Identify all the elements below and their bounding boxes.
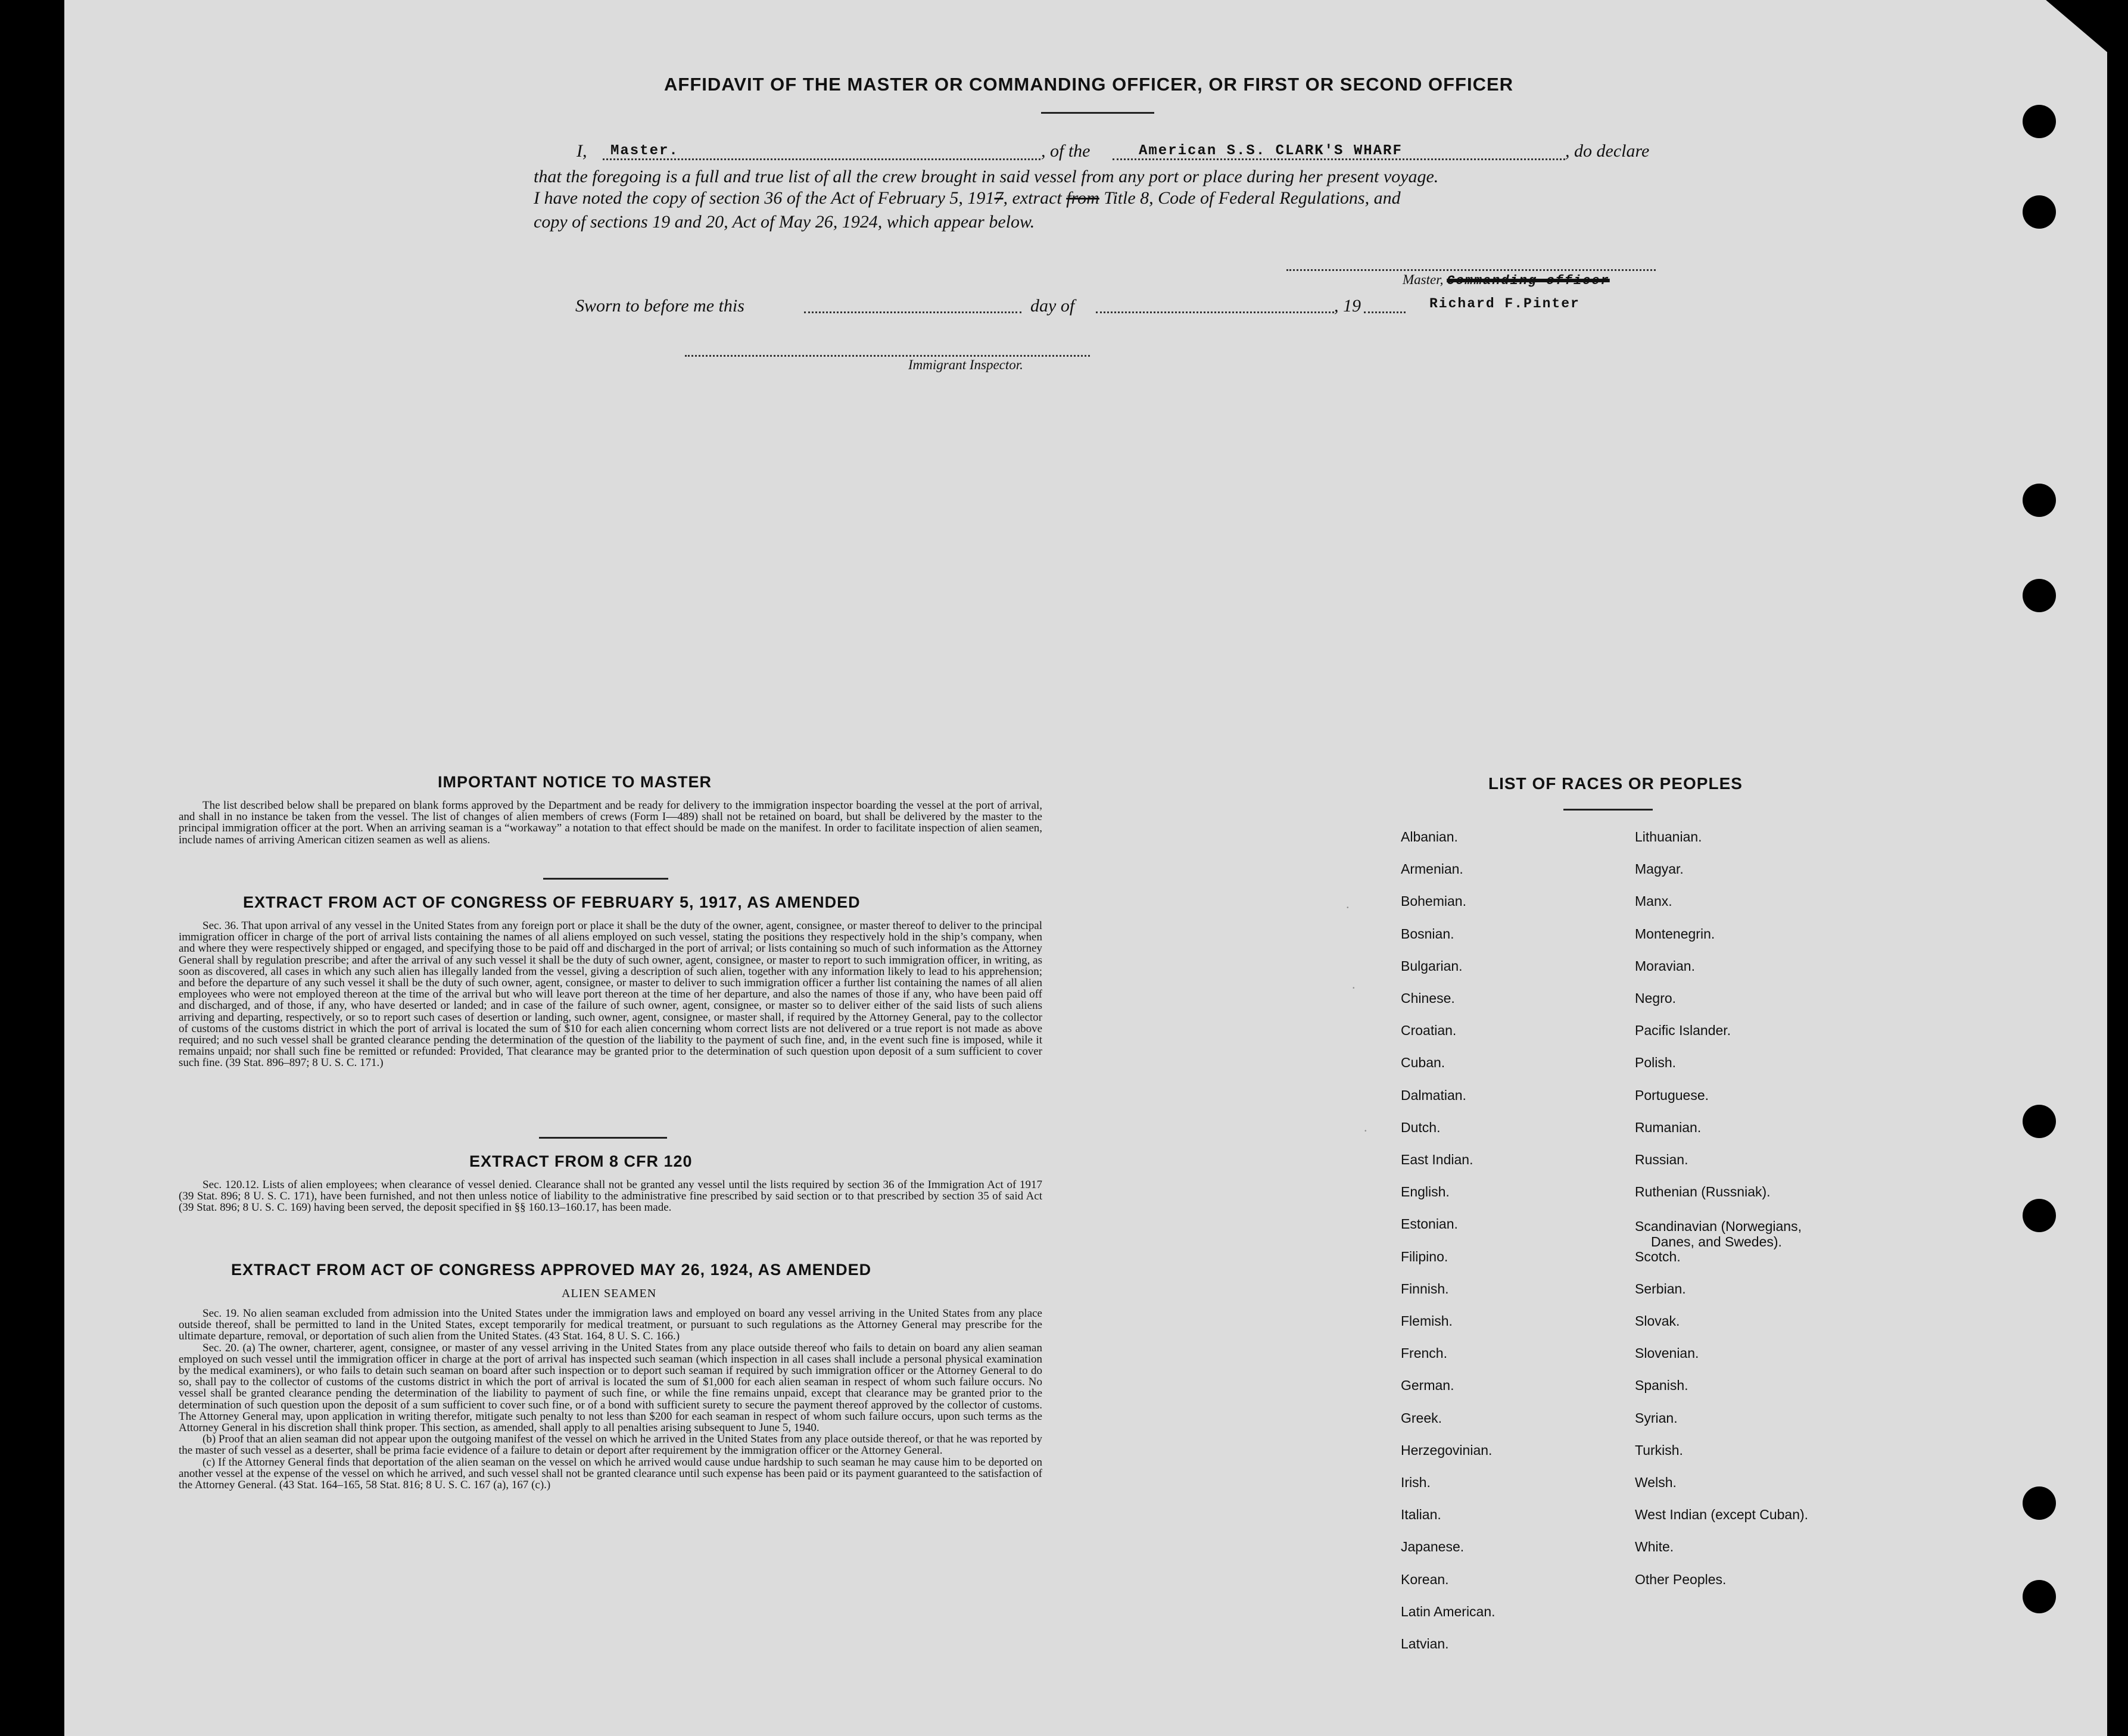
race-item: Filipino. bbox=[1401, 1248, 1448, 1264]
race-item: Greek. bbox=[1401, 1410, 1442, 1426]
punch-hole bbox=[2023, 579, 2056, 612]
race-item: Rumanian. bbox=[1635, 1119, 1702, 1135]
race-item: Portuguese. bbox=[1635, 1087, 1709, 1103]
race-item: Montenegrin. bbox=[1635, 925, 1715, 942]
race-item: Chinese. bbox=[1401, 990, 1455, 1006]
sworn-day-line bbox=[804, 311, 1021, 313]
title-rule bbox=[1041, 112, 1154, 114]
race-item: West Indian (except Cuban). bbox=[1635, 1507, 1809, 1523]
race-item: Flemish. bbox=[1401, 1313, 1453, 1329]
extract-1917-body: Sec. 36. That upon arrival of any vessel in the United States from any foreign port or place it shall be the duty of the owner, agent, consignee, or master thereof to deliver to the principal immigration officer in charge of the port of arrival lists containing the names of all aliens employed on such vessel, stating the positions they respectively hold in the ship’s company, when and where they were respectively shipped or engaged, and specifying those to be paid off and discharged in the port of arrival; or lists containing so much of such information as the Attorney General shall by regulation prescribe; and after the arrival of any such vessel it shall be the duty of such owner, agent, consignee, or master to report to such immigration officer, in writing, as soon as discovered, all cases in which any such alien has illegally landed from the vessel, giving a description of such alien, together with any information likely to lead to his apprehension; and before the departure of any such vessel it shall be the duty of such owner, agent, consignee, or master to deliver to such immigration officer a further list containing the names of all alien employees who were not employed thereon at the time of the arrival but who will leave port thereon at the time of her departure, and also the names of those if any, who have been paid off and discharged, and of those, if any, who have deserted or landed; and in case of the failure of such owner, agent, consignee, or master so to deliver either of the said lists of such aliens arriving and departing, respectively, or so to report such cases of desertion or landing, such owner, agent, consignee, or master shall, if required by the Attorney General, pay to the collector of customs of the customs district in which the port of arrival is located the sum of $10 for each alien concerning whom correct lists are not delivered or a true report is not made as above required; and no such vessel shall be granted clearance pending the determination of the question of the liability to the payment of such fine, and, in the event such fine is imposed, while it remains unpaid; nor shall such fine be remitted or refunded: Provided, That clearance may be granted prior to the determination of such question upon deposit of a sum sufficient to cover such fine. (39 Stat. 896–897; 8 U. S. C. 171.) bbox=[179, 920, 1042, 1070]
punch-hole bbox=[2023, 195, 2056, 229]
race-item: Armenian. bbox=[1401, 861, 1463, 877]
race-item: Finnish. bbox=[1401, 1280, 1449, 1296]
race-item: Lithuanian. bbox=[1635, 829, 1702, 844]
race-item: Slovak. bbox=[1635, 1313, 1680, 1329]
affidavit-pronoun: I, bbox=[577, 141, 587, 161]
race-item: Russian. bbox=[1635, 1152, 1688, 1167]
extract-cfr-title: EXTRACT FROM 8 CFR 120 bbox=[469, 1152, 693, 1170]
extract-1924-subtitle: ALIEN SEAMEN bbox=[562, 1287, 657, 1300]
race-item: Scotch. bbox=[1635, 1248, 1681, 1264]
race-item: Syrian. bbox=[1635, 1410, 1678, 1426]
year-text: , 19 bbox=[1334, 296, 1361, 316]
race-item: Albanian. bbox=[1401, 829, 1458, 844]
punch-hole bbox=[2023, 105, 2056, 138]
inspector-signature-line bbox=[685, 355, 1090, 357]
master-label: Master, Commanding officer bbox=[1403, 272, 1610, 288]
sworn-text: Sworn to before me this bbox=[575, 296, 744, 316]
month-line bbox=[1096, 311, 1334, 313]
race-item: Cuban. bbox=[1401, 1055, 1445, 1071]
affidavit-of-the: , of the bbox=[1041, 141, 1091, 161]
race-item: Dutch. bbox=[1401, 1119, 1441, 1135]
affidavit-line2: that the foregoing is a full and true list of all the crew brought in said vessel from any port or place during her present voyage. bbox=[534, 167, 1439, 186]
extract-1924-title: EXTRACT FROM ACT OF CONGRESS APPROVED MAY 26, 1924, AS AMENDED bbox=[231, 1261, 872, 1279]
day-of-text: day of bbox=[1030, 296, 1075, 316]
extract-cfr-body: Sec. 120.12. Lists of alien employees; when clearance of vessel denied. Clearance shall not be granted any vessel until the lists required by section 36 of the Immigration Act of 1917 (39 Stat. 896; 8 U. S. C. 171), have been furnished, and not then unless notice of liability to the administrative fine prescribed by said section or to that prescribed by section 35 of said Act (39 Stat. 896; 8 U. S. C. 169) having been served, the deposit specified in §§ 160.13–160.17, has been made. bbox=[179, 1179, 1042, 1214]
race-item: Welsh. bbox=[1635, 1475, 1677, 1490]
race-item: Scandinavian (Norwegians, bbox=[1635, 1218, 1802, 1235]
sec-20b: (b) Proof that an alien seaman did not appear upon the outgoing manifest of the vessel on which he arrived in the United States from any place outside thereof, or that he was reported by the master of such vessel as a deserter, shall be prima facie evidence of a failure to detain or deport after requirement by the immigration officer or the Attorney General. bbox=[179, 1433, 1042, 1457]
vessel-typed: American S.S. CLARK'S WHARF bbox=[1139, 143, 1403, 159]
race-item: White. bbox=[1635, 1539, 1674, 1555]
notice-rule bbox=[543, 878, 668, 880]
race-item: Danes, and Swedes). bbox=[1651, 1234, 1782, 1250]
sec-20a: Sec. 20. (a) The owner, charterer, agent, consignee, or master of any vessel arriving in the United States from any place outside thereof who fails to detain on board any alien seaman employed on such vessel until the immigration officer in charge at the port of arrival has inspected such seaman (which inspection in all cases shall include a personal physical examination by the medical examiners), or who fails to detain such seaman on board after such inspection or to deport such seaman if required by such immigration officer or the Attorney General to do so, shall pay to the collector of customs of the customs district in which the port of arrival is located the sum of $1,000 for each alien seaman in respect of whom such failure occurs. No vessel shall be granted clearance pending the determination of the liability to payment of such fine, or while the fine remains unpaid, except that clearance may be granted prior to the determination of such question upon the deposit of a sum sufficient to cover such fine, or of a bond with sufficient surety to secure the payment thereof approved by the collector of customs. The Attorney General may, upon application in writing therefor, mitigate such penalty to not less than $200 for each seaman in respect of whom such failure occurs, upon such terms as the Attorney General in his discretion shall think proper. This section, as amended, shall apply to all penalties arising subsequent to June 5, 1940. bbox=[179, 1341, 1042, 1435]
race-item: Herzegovinian. bbox=[1401, 1442, 1493, 1458]
declarant-typed: Master. bbox=[610, 143, 679, 159]
affidavit-line4: copy of sections 19 and 20, Act of May 26, 1924, which appear below. bbox=[534, 212, 1035, 232]
race-item: East Indian. bbox=[1401, 1152, 1473, 1167]
bleed-mark: . bbox=[1352, 977, 1356, 992]
race-item: English. bbox=[1401, 1184, 1450, 1200]
race-item: Pacific Islander. bbox=[1635, 1023, 1731, 1039]
master-name-typed: Richard F.Pinter bbox=[1429, 296, 1580, 311]
affidavit-line3a: I have noted the copy of section 36 of the Act of February 5, 1917, extract from Title 8, Code of Federal Regulations, and bbox=[534, 188, 1401, 208]
punch-hole bbox=[2023, 1199, 2056, 1232]
race-item: Spanish. bbox=[1635, 1377, 1688, 1394]
extract-1924-body bbox=[179, 1308, 1042, 1491]
inspector-label: Immigrant Inspector. bbox=[908, 357, 1023, 372]
race-item: Bosnian. bbox=[1401, 925, 1454, 942]
punch-hole bbox=[2023, 1486, 2056, 1520]
master-signature-line bbox=[1286, 269, 1656, 271]
year-line bbox=[1364, 311, 1406, 313]
race-item: Dalmatian. bbox=[1401, 1087, 1466, 1103]
races-title: LIST OF RACES OR PEOPLES bbox=[1488, 774, 1743, 793]
punch-hole bbox=[2023, 1580, 2056, 1613]
race-item: Bulgarian. bbox=[1401, 958, 1463, 974]
race-item: Latvian. bbox=[1401, 1636, 1449, 1651]
bleed-mark: . bbox=[1364, 1120, 1367, 1135]
race-item: Latin American. bbox=[1401, 1603, 1495, 1619]
race-item: Turkish. bbox=[1635, 1442, 1683, 1458]
race-item: Moravian. bbox=[1635, 958, 1695, 974]
punch-hole bbox=[2023, 1105, 2056, 1138]
race-item: Other Peoples. bbox=[1635, 1571, 1727, 1587]
race-item: Slovenian. bbox=[1635, 1345, 1699, 1361]
sec-19: Sec. 19. No alien seaman excluded from admission into the United States under the immigration laws and employed on board any vessel arriving in the United States from any place outside thereof, shall be permitted to land in the United States, except temporarily for medical treatment, or pursuant to such regulations as the Attorney General may prescribe for the ultimate departure, removal, or deportation of such alien from the United States. (43 Stat. 164, 8 U. S. C. 166.) bbox=[179, 1307, 1042, 1343]
race-item: Italian. bbox=[1401, 1507, 1441, 1523]
race-item: Ruthenian (Russniak). bbox=[1635, 1184, 1771, 1200]
punch-hole bbox=[2023, 484, 2056, 517]
race-item: Japanese. bbox=[1401, 1539, 1465, 1555]
race-item: Serbian. bbox=[1635, 1280, 1686, 1296]
affidavit-title: AFFIDAVIT OF THE MASTER OR COMMANDING OFFICER, OR FIRST OR SECOND OFFICER bbox=[664, 74, 1514, 95]
race-item: Bohemian. bbox=[1401, 893, 1466, 909]
races-rule bbox=[1563, 809, 1653, 811]
race-item: Polish. bbox=[1635, 1055, 1677, 1071]
extract-1917-rule bbox=[539, 1137, 667, 1139]
race-item: Magyar. bbox=[1635, 861, 1684, 877]
race-item: Negro. bbox=[1635, 990, 1677, 1006]
race-item: Estonian. bbox=[1401, 1216, 1458, 1232]
extract-1917-title: EXTRACT FROM ACT OF CONGRESS OF FEBRUARY 5, 1917, AS AMENDED bbox=[243, 893, 861, 911]
race-item: Manx. bbox=[1635, 893, 1672, 909]
affidavit-do-declare: , do declare bbox=[1565, 141, 1650, 161]
sec-20c: (c) If the Attorney General finds that deportation of the alien seaman on the vessel on which he arrived would cause undue hardship to such seaman he may cause him to be deported on another vessel at the expense of the vessel on which he arrived, and such vessel shall not be granted clearance until such expense has been paid or its payment guaranteed to the satisfaction of the Attorney General. (43 Stat. 164–165, 58 Stat. 816; 8 U. S. C. 167 (a), 167 (c).) bbox=[179, 1456, 1042, 1492]
notice-title: IMPORTANT NOTICE TO MASTER bbox=[438, 773, 712, 791]
race-item: German. bbox=[1401, 1377, 1454, 1394]
race-item: Irish. bbox=[1401, 1475, 1431, 1490]
race-item: Korean. bbox=[1401, 1571, 1449, 1587]
race-item: French. bbox=[1401, 1345, 1447, 1361]
notice-body: The list described below shall be prepared on blank forms approved by the Department and be ready for delivery to the immigration inspector boarding the vessel at the port of arrival, and shall in no instance be taken from the vessel. The list of changes of alien members of crews (Form I—489) shall not be retained on board, but shall be delivered by the master to the principal immigration officer at the port. When an arriving seaman is a “workaway” a notation to that effect should be made on the manifest. In order to facilitate inspection of alien seamen, include names of arriving American citizen seamen as well as aliens. bbox=[179, 799, 1042, 846]
bleed-mark: . bbox=[1346, 896, 1350, 911]
race-item: Croatian. bbox=[1401, 1023, 1457, 1039]
